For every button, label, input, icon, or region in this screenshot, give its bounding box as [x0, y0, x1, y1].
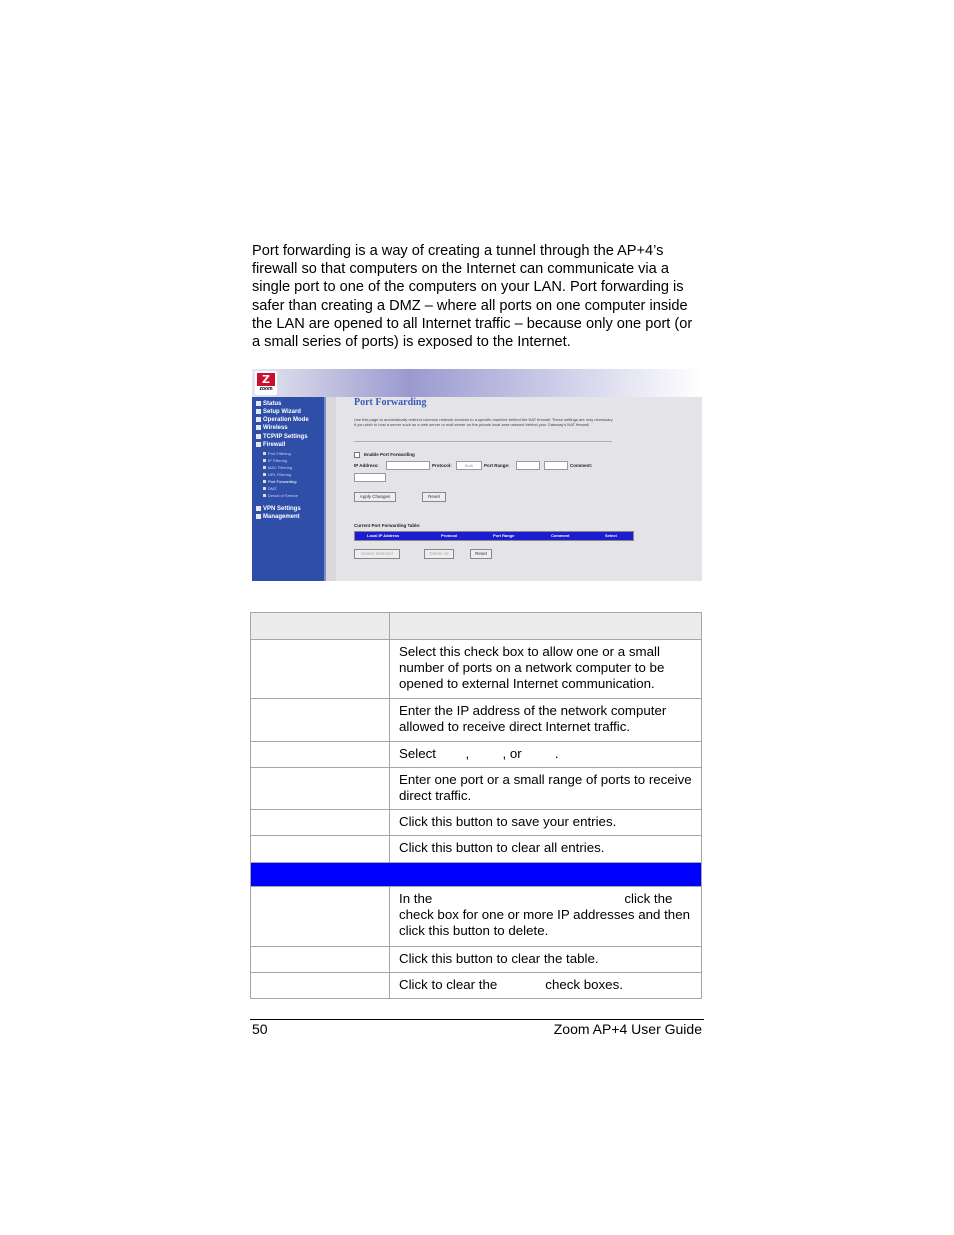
table-row	[251, 640, 702, 699]
ip-field	[386, 461, 430, 470]
apply-changes-button: Apply Changes	[354, 492, 396, 502]
page-number: 50	[252, 1021, 268, 1037]
setting-name	[251, 973, 390, 999]
enable-label: Enable Port Forwarding	[364, 452, 415, 457]
header-cell-setting	[251, 613, 390, 640]
col-select: Select	[605, 533, 617, 538]
setting-description: Select this check box to allow one or a small number of ports on a network computer to be opened to external Internet communication.	[390, 640, 702, 699]
table-reset-button: Reset	[470, 549, 492, 559]
nav-setup-wizard: Setup Wizard	[256, 408, 301, 416]
setting-name	[251, 699, 390, 742]
nav-status: Status	[256, 400, 281, 408]
table-header-row	[251, 613, 702, 640]
table-row	[251, 768, 702, 810]
logo-brand: zoom	[259, 386, 273, 392]
table-row	[251, 947, 702, 973]
port-forwarding-table-header	[354, 531, 634, 541]
comment-label: Comment:	[570, 463, 593, 468]
table-row	[251, 836, 702, 863]
screenshot-divider	[354, 441, 612, 442]
reset-button: Reset	[422, 492, 446, 502]
protocol-select: Both	[456, 461, 482, 470]
setting-description: In the click the check box for one or more IP addresses and then click this button to delete.	[390, 887, 702, 947]
setting-name	[251, 810, 390, 836]
footer-rule	[250, 1019, 704, 1020]
col-local-ip: Local IP Address	[367, 533, 400, 538]
setting-name	[251, 887, 390, 947]
protocol-label: Protocol:	[432, 463, 452, 468]
nav-operation-mode: Operation Mode	[256, 416, 309, 424]
sub-denial-of-service: Denial of Service	[263, 493, 298, 498]
setting-description: Click this button to clear the table.	[390, 947, 702, 973]
screenshot-description: Use this page to automatically redirect common network services to a specific machine behind the NAT firewall. These settings are only necessary if you wish to host a server such as a web server or mail server on the private local area network behind your Gateway's NAT firewall.	[354, 417, 613, 427]
col-port-range: Port Range	[493, 533, 515, 538]
sub-port-forwarding: Port Forwarding	[263, 479, 296, 484]
zoom-logo	[255, 371, 277, 395]
table-row	[251, 973, 702, 999]
setting-name	[251, 768, 390, 810]
port-start-field	[516, 461, 540, 470]
sub-url-filtering: URL Filtering	[263, 472, 291, 477]
table-row	[251, 742, 702, 768]
sub-dmz: DMZ	[263, 486, 277, 491]
screenshot-banner	[252, 369, 702, 397]
setting-description: Select , , or .	[390, 742, 702, 768]
port-end-field	[544, 461, 568, 470]
setting-description: Click this button to save your entries.	[390, 810, 702, 836]
nav-wireless: Wireless	[256, 424, 288, 432]
document-title: Zoom AP+4 User Guide	[553, 1021, 702, 1037]
setting-description: Enter one port or a small range of ports to receive direct traffic.	[390, 768, 702, 810]
screenshot-content	[336, 397, 702, 581]
settings-table	[250, 612, 721, 999]
setting-name	[251, 947, 390, 973]
setting-name	[251, 836, 390, 863]
delete-all-button: Delete All	[424, 549, 454, 559]
screenshot-sidebar	[252, 397, 326, 581]
enable-checkbox	[354, 452, 360, 458]
ip-label: IP Address:	[354, 463, 379, 468]
section-band	[251, 863, 702, 887]
section-band-row	[251, 863, 702, 887]
delete-selected-button: Delete Selected	[354, 549, 400, 559]
setting-name	[251, 640, 390, 699]
table-row	[251, 810, 702, 836]
port-forwarding-screenshot	[252, 369, 702, 581]
setting-name	[251, 742, 390, 768]
sub-ip-filtering: IP Filtering	[263, 458, 287, 463]
nav-vpn-settings: VPN Settings	[256, 505, 301, 513]
intro-paragraph: Port forwarding is a way of creating a tunnel through the AP+4’s firewall so that computers on the Internet can communicate via a single port to one of the computers on your LAN. Port forwarding is safer than creating a DMZ – where all ports on one computer inside the LAN are opened to all Internet traffic – because only one port (or a small series of ports) is exposed to the Internet.	[252, 243, 693, 351]
col-protocol: Protocol	[441, 533, 458, 538]
nav-firewall: Firewall	[256, 441, 285, 449]
table-title: Current Port Forwarding Table:	[354, 523, 421, 528]
setting-description: Click this button to clear all entries.	[390, 836, 702, 863]
port-range-label: Port Range:	[484, 463, 510, 468]
setting-description: Click to clear the check boxes.	[390, 973, 702, 999]
comment-field	[354, 473, 386, 482]
nav-tcpip-settings: TCP/IP Settings	[256, 433, 308, 441]
col-comment: Comment	[551, 533, 570, 538]
table-row	[251, 887, 702, 947]
sub-mac-filtering: MAC Filtering	[263, 465, 292, 470]
screenshot-title: Port Forwarding	[354, 397, 427, 408]
logo-mark: Z	[257, 373, 275, 386]
nav-management: Management	[256, 513, 300, 521]
sub-port-filtering: Port Filtering	[263, 451, 291, 456]
setting-description: Enter the IP address of the network computer allowed to receive direct Internet traffic.	[390, 699, 702, 742]
table-row	[251, 699, 702, 742]
header-cell-description	[390, 613, 702, 640]
